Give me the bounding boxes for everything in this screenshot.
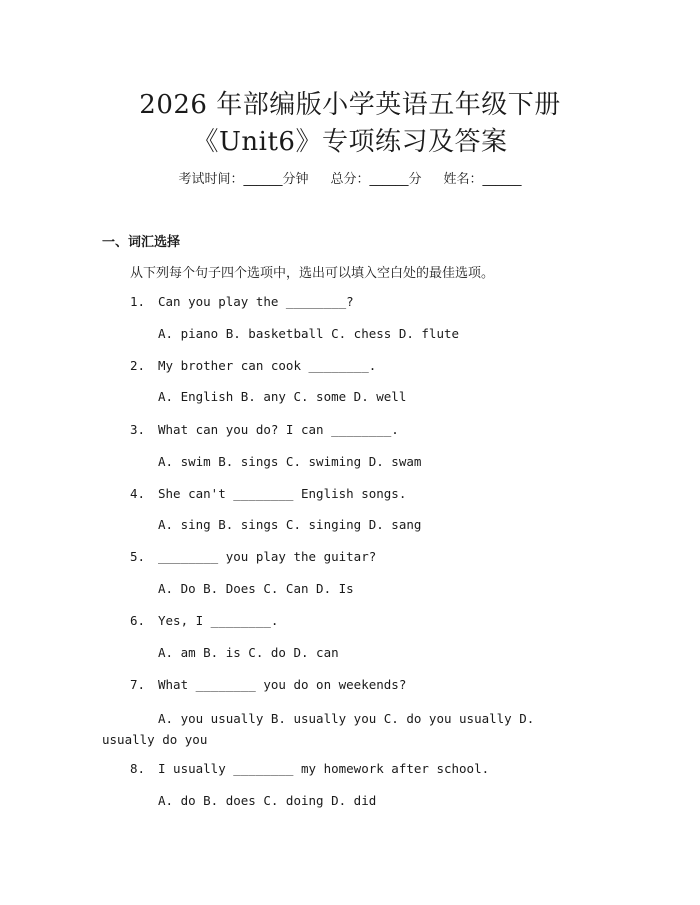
question-options: A. you usually B. usually you C. do you usually D. usually do you — [102, 711, 535, 747]
section-heading: 一、词汇选择 — [102, 235, 181, 250]
document-title-line-2: 《Unit6》专项练习及答案 — [192, 127, 508, 157]
question-options: A. Do B. Does C. Can D. Is — [158, 581, 354, 596]
question-number: 1. — [130, 294, 146, 309]
question-number: 4. — [130, 486, 146, 501]
question-options: A. piano B. basketball C. chess D. flute — [158, 326, 460, 341]
section-instruction: 从下列每个句子四个选项中，选出可以填入空白处的最佳选项。 — [130, 266, 495, 281]
question-number: 8. — [130, 761, 146, 776]
question-text: What can you do? I can ________. — [158, 422, 399, 437]
exam-time-field: 考试时间：______分钟 — [178, 172, 309, 187]
document-title-line-1: 2026 年部编版小学英语五年级下册 — [139, 90, 561, 120]
question-text: What ________ you do on weekends? — [158, 677, 407, 692]
question-text: Can you play the ________? — [158, 294, 354, 309]
question-number: 2. — [130, 358, 146, 373]
name-field: 姓名：______ — [443, 172, 522, 187]
question-text: Yes, I ________. — [158, 613, 279, 628]
question-options: A. do B. does C. doing D. did — [158, 793, 377, 808]
question-number: 7. — [130, 677, 146, 692]
question-options: A. swim B. sings C. swiming D. swam — [158, 454, 422, 469]
question-text: ________ you play the guitar? — [158, 549, 377, 564]
question-text: My brother can cook ________. — [158, 358, 377, 373]
question-options: A. am B. is C. do D. can — [158, 645, 339, 660]
question-options: A. sing B. sings C. singing D. sang — [158, 517, 422, 532]
question-options: A. English B. any C. some D. well — [158, 389, 407, 404]
question-number: 6. — [130, 613, 146, 628]
question-number: 5. — [130, 549, 146, 564]
question-text: I usually ________ my homework after school. — [158, 761, 490, 776]
exam-info-line — [0, 168, 700, 187]
question-text: She can't ________ English songs. — [158, 486, 407, 501]
question-number: 3. — [130, 422, 146, 437]
total-score-field: 总分：______分 — [330, 172, 422, 187]
